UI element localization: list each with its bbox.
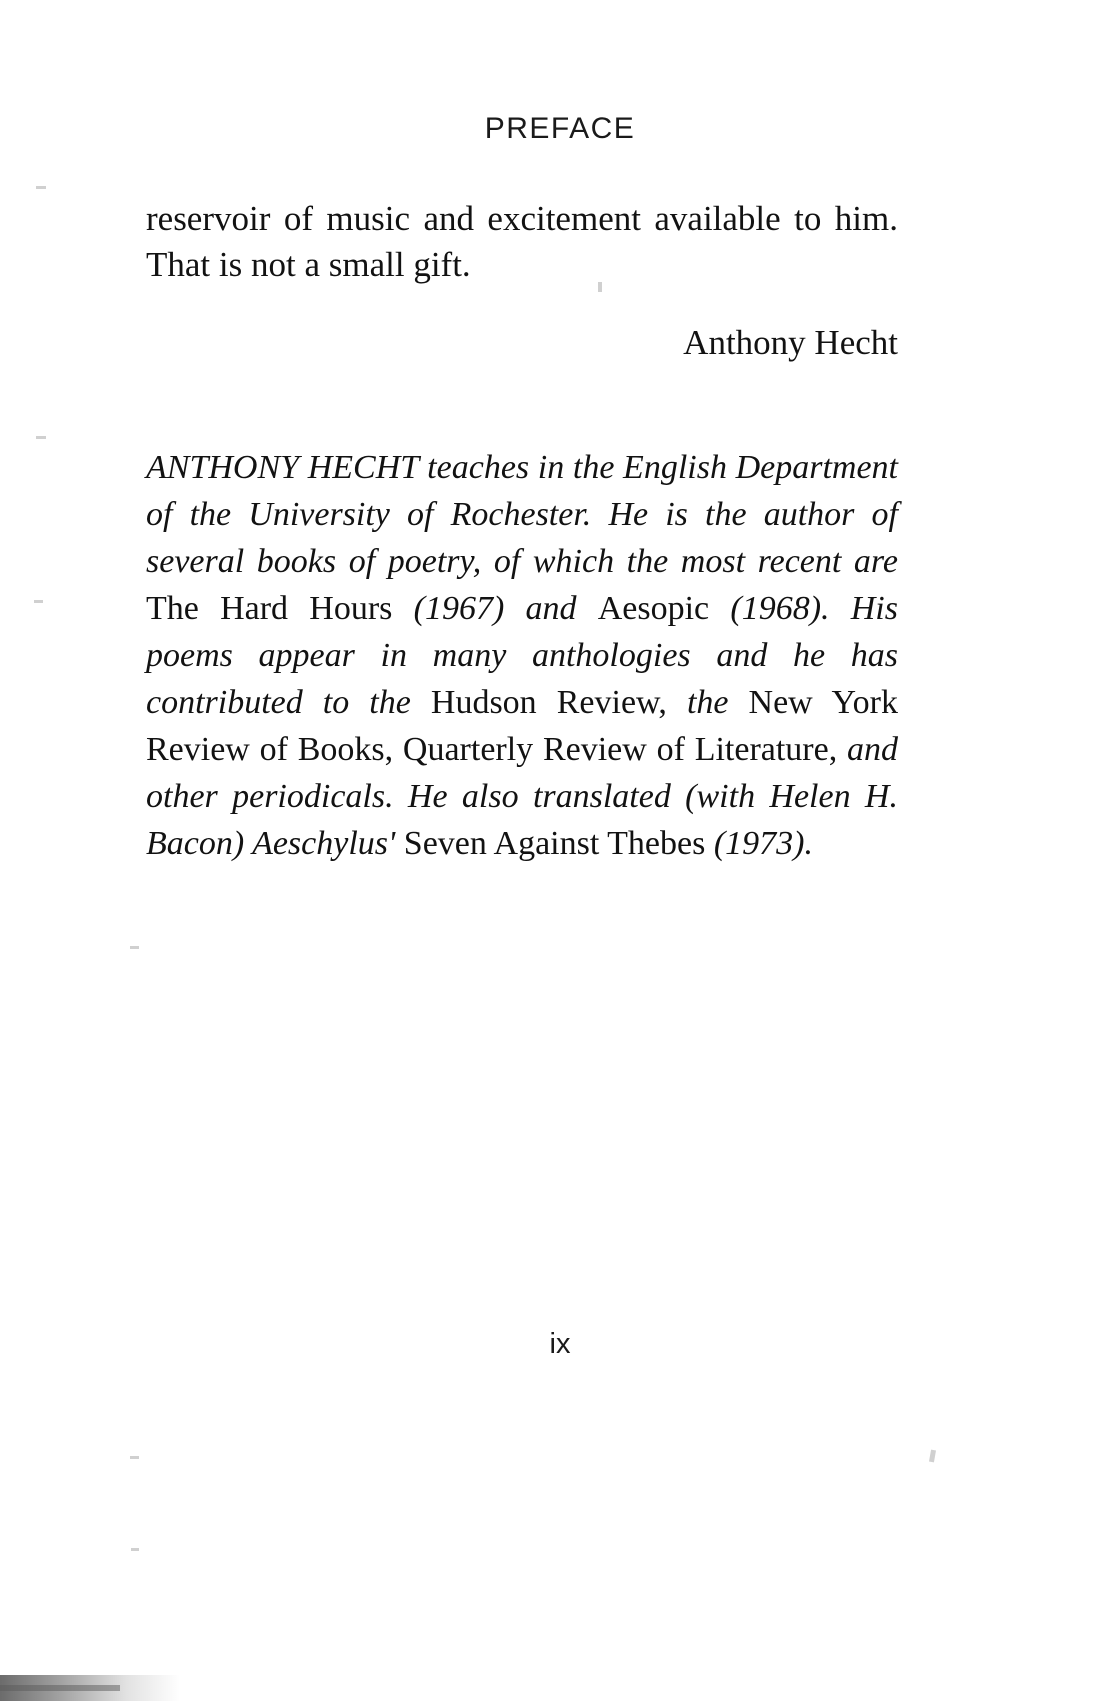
bio-segment: Hudson Review, bbox=[430, 684, 667, 721]
bio-segment: ANTHONY HECHT teaches in the English Department of the University of Rochester. He is the author of several books of poetry, of which the most recent are bbox=[146, 449, 898, 580]
continued-paragraph: reservoir of music and excitement available to him. That is not a small gift. bbox=[146, 199, 898, 284]
scan-speck bbox=[36, 436, 46, 439]
bio-segment: (1968). His poems appear in many anthologies and he has contributed to the bbox=[146, 590, 898, 721]
bio-segment: Aesopic bbox=[597, 590, 710, 627]
page-number: ix bbox=[549, 1328, 571, 1360]
author-byline: Anthony Hecht bbox=[683, 323, 898, 362]
bio-segment: (1973). bbox=[705, 825, 814, 862]
author-bio-note bbox=[146, 444, 898, 867]
scan-speck bbox=[131, 1548, 139, 1551]
bio-segment: the bbox=[666, 684, 749, 721]
scan-speck bbox=[36, 186, 46, 189]
scan-speck bbox=[598, 282, 602, 292]
scan-speck bbox=[929, 1450, 936, 1463]
bio-segment: and other periodicals. He also translated (with Helen H. Bacon) Aeschylus' bbox=[146, 731, 898, 862]
bio-segment: Seven Against Thebes bbox=[395, 825, 706, 862]
page-edge-shadow-line bbox=[0, 1685, 120, 1691]
bio-segment: New York Review of Books, Quarterly Review of Literature, bbox=[146, 684, 898, 768]
bio-segment: The Hard Hours bbox=[146, 590, 393, 627]
running-head: PREFACE bbox=[484, 112, 636, 145]
scan-speck bbox=[130, 1456, 139, 1459]
scan-speck bbox=[130, 946, 139, 949]
scan-speck bbox=[34, 600, 43, 603]
bio-segment: (1967) and bbox=[392, 590, 598, 627]
